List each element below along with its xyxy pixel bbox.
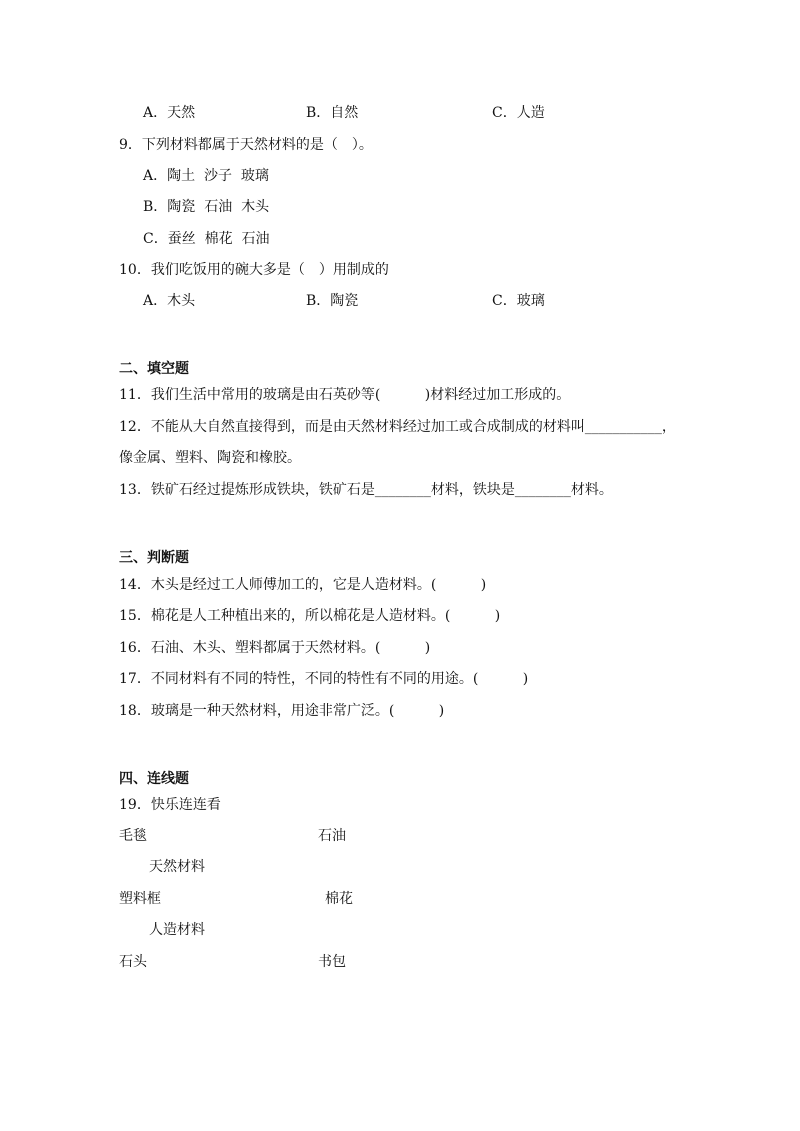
q18: 18．玻璃是一种天然材料，用途非常广泛。( )	[119, 703, 445, 719]
q14: 14．木头是经过工人师傅加工的，它是人造材料。( )	[119, 577, 487, 593]
q10-stem: 10．我们吃饭用的碗大多是（ ）用制成的	[119, 262, 389, 278]
q8-option-b: B．自然	[306, 105, 359, 121]
match-right-item: 石油	[318, 828, 346, 844]
q9-option-a: A．陶土 沙子 玻璃	[143, 168, 269, 184]
match-right-item: 书包	[318, 954, 346, 970]
q12-line2: 像金属、塑料、陶瓷和橡胶。	[119, 450, 301, 466]
match-left-item: 石头	[119, 954, 147, 970]
q13: 13．铁矿石经过提炼形成铁块，铁矿石是________材料，铁块是________材料。	[119, 482, 613, 498]
q19-stem: 19．快乐连连看	[119, 797, 221, 813]
match-middle-item: 天然材料	[149, 859, 205, 875]
match-right-item: 棉花	[325, 891, 353, 907]
q8-option-a: A．天然	[143, 105, 196, 121]
q16: 16．石油、木头、塑料都属于天然材料。( )	[119, 640, 431, 656]
q8-option-c: C．人造	[492, 105, 545, 121]
q9-stem: 9．下列材料都属于天然材料的是（ ）。	[119, 137, 373, 153]
section3-title: 三、判断题	[119, 550, 189, 566]
q15: 15．棉花是人工种植出来的，所以棉花是人造材料。( )	[119, 608, 501, 624]
q10-option-b: B．陶瓷	[306, 293, 359, 309]
q17: 17．不同材料有不同的特性，不同的特性有不同的用途。( )	[119, 671, 529, 687]
match-left-item: 毛毯	[119, 828, 147, 844]
match-left-item: 塑料框	[119, 891, 161, 907]
q9-option-b: B．陶瓷 石油 木头	[143, 199, 270, 215]
match-middle-item: 人造材料	[149, 922, 205, 938]
q9-option-c: C．蚕丝 棉花 石油	[143, 231, 270, 247]
q11: 11．我们生活中常用的玻璃是由石英砂等( )材料经过加工形成的。	[119, 387, 571, 403]
q10-option-a: A．木头	[143, 293, 196, 309]
q10-option-c: C．玻璃	[492, 293, 545, 309]
section2-title: 二、填空题	[119, 361, 189, 377]
q12-line1: 12．不能从大自然直接得到，而是由天然材料经过加工或合成制成的材料叫___________，	[119, 419, 676, 435]
section4-title: 四、连线题	[119, 771, 189, 787]
